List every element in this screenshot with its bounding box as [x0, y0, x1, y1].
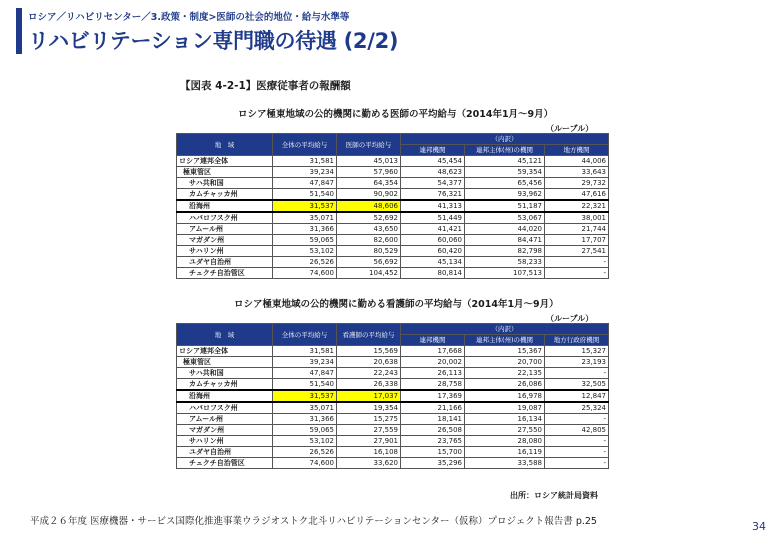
salary-cell: 26,526: [273, 257, 337, 268]
salary-cell: -: [545, 414, 609, 425]
doctor-salary-unit: （ルーブル）: [546, 124, 594, 133]
header-subject: 連邦主体(州)の機関: [465, 335, 545, 346]
salary-cell: 31,537: [273, 390, 337, 402]
table-row: [177, 189, 609, 201]
salary-cell: 26,526: [273, 447, 337, 458]
salary-cell: 33,620: [337, 458, 401, 469]
salary-cell: 93,962: [465, 189, 545, 201]
salary-cell: 84,471: [465, 235, 545, 246]
salary-cell: 58,233: [465, 257, 545, 268]
region-name: サハ共和国: [177, 178, 273, 189]
salary-cell: 76,321: [401, 189, 465, 201]
header-breakdown: （内訳）: [401, 134, 609, 145]
salary-cell: 74,600: [273, 268, 337, 279]
header-overall-average: 全体の平均給与: [273, 134, 337, 156]
doctor-salary-table-title: ロシア極東地域の公的機関に勤める医師の平均給与（2014年1月～9月）: [238, 109, 554, 120]
footer-citation: 平成２６年度 医療機器・サービス国際化推進事業ウラジオストク北斗リハビリテーションセンター（仮称）プロジェクト報告書 p.25: [30, 516, 597, 527]
salary-cell: 16,134: [465, 414, 545, 425]
salary-cell: 56,692: [337, 257, 401, 268]
salary-cell: 53,102: [273, 246, 337, 257]
salary-cell: 15,367: [465, 346, 545, 357]
table-row: [177, 224, 609, 235]
salary-cell: 31,366: [273, 414, 337, 425]
salary-cell: 17,707: [545, 235, 609, 246]
region-name: アムール州: [177, 224, 273, 235]
salary-cell: 18,141: [401, 414, 465, 425]
nurse-salary-unit: （ルーブル）: [546, 314, 594, 323]
salary-cell: 53,067: [465, 212, 545, 224]
region-name: ハバロフスク州: [177, 402, 273, 414]
salary-cell: 33,643: [545, 167, 609, 178]
salary-cell: 27,541: [545, 246, 609, 257]
nurse-salary-table: [176, 323, 609, 469]
salary-cell: 15,327: [545, 346, 609, 357]
salary-cell: 39,234: [273, 167, 337, 178]
title-accent-bar: [16, 8, 22, 54]
region-name: チュクチ自治管区: [177, 268, 273, 279]
salary-cell: 52,692: [337, 212, 401, 224]
salary-cell: 59,065: [273, 235, 337, 246]
region-name: ロシア連邦全体: [177, 156, 273, 167]
region-name: マガダン州: [177, 235, 273, 246]
salary-cell: 35,071: [273, 402, 337, 414]
salary-cell: 31,537: [273, 200, 337, 212]
header-breakdown: （内訳）: [401, 324, 609, 335]
breadcrumb: ロシア／リハビリセンター／3.政策・制度>医師の社会的地位・給与水準等: [28, 12, 350, 23]
region-name: サハリン州: [177, 246, 273, 257]
salary-cell: 17,037: [337, 390, 401, 402]
region-name: 極東管区: [177, 357, 273, 368]
salary-cell: 42,805: [545, 425, 609, 436]
salary-cell: 45,134: [401, 257, 465, 268]
table-row: [177, 402, 609, 414]
table-row: [177, 357, 609, 368]
salary-cell: 26,086: [465, 379, 545, 391]
salary-cell: 51,540: [273, 189, 337, 201]
salary-cell: 44,006: [545, 156, 609, 167]
salary-cell: 15,275: [337, 414, 401, 425]
header-overall-average: 全体の平均給与: [273, 324, 337, 346]
salary-cell: 19,087: [465, 402, 545, 414]
salary-cell: -: [545, 458, 609, 469]
region-name: ハバロフスク州: [177, 212, 273, 224]
salary-cell: 107,513: [465, 268, 545, 279]
salary-cell: 23,765: [401, 436, 465, 447]
salary-cell: 16,978: [465, 390, 545, 402]
page-title: リハビリテーション専門職の待遇 (2/2): [28, 29, 399, 53]
header-profession-average: 看護師の平均給与: [337, 324, 401, 346]
salary-cell: 23,193: [545, 357, 609, 368]
salary-cell: 47,847: [273, 368, 337, 379]
region-name: マガダン州: [177, 425, 273, 436]
salary-cell: -: [545, 368, 609, 379]
doctor-salary-table: [176, 133, 609, 279]
salary-cell: 41,313: [401, 200, 465, 212]
table-row: [177, 167, 609, 178]
salary-cell: 82,600: [337, 235, 401, 246]
salary-cell: 16,108: [337, 447, 401, 458]
header-federal: 連邦機関: [401, 335, 465, 346]
salary-cell: 26,508: [401, 425, 465, 436]
table-row: [177, 368, 609, 379]
region-name: サハ共和国: [177, 368, 273, 379]
salary-cell: 60,060: [401, 235, 465, 246]
table-row: [177, 200, 609, 212]
salary-cell: 57,960: [337, 167, 401, 178]
salary-cell: 32,505: [545, 379, 609, 391]
region-name: ユダヤ自治州: [177, 257, 273, 268]
salary-cell: 21,166: [401, 402, 465, 414]
region-name: 極東管区: [177, 167, 273, 178]
table-row: [177, 178, 609, 189]
salary-cell: 17,668: [401, 346, 465, 357]
salary-cell: 82,798: [465, 246, 545, 257]
salary-cell: 45,013: [337, 156, 401, 167]
salary-cell: 20,638: [337, 357, 401, 368]
salary-cell: 48,606: [337, 200, 401, 212]
salary-cell: 22,135: [465, 368, 545, 379]
salary-cell: 80,814: [401, 268, 465, 279]
salary-cell: 31,366: [273, 224, 337, 235]
salary-cell: 41,421: [401, 224, 465, 235]
table-row: [177, 246, 609, 257]
salary-cell: 35,296: [401, 458, 465, 469]
salary-cell: 26,113: [401, 368, 465, 379]
salary-cell: 25,324: [545, 402, 609, 414]
header-subject: 連邦主体(州)の機関: [465, 145, 545, 156]
salary-cell: -: [545, 257, 609, 268]
salary-cell: 104,452: [337, 268, 401, 279]
salary-cell: 53,102: [273, 436, 337, 447]
region-name: カムチャッカ州: [177, 379, 273, 391]
salary-cell: 51,540: [273, 379, 337, 391]
header-local: 地方機関: [545, 145, 609, 156]
salary-cell: 38,001: [545, 212, 609, 224]
table-row: [177, 425, 609, 436]
table-row: [177, 436, 609, 447]
salary-cell: 15,569: [337, 346, 401, 357]
salary-cell: 20,700: [465, 357, 545, 368]
salary-cell: 51,449: [401, 212, 465, 224]
salary-cell: 43,650: [337, 224, 401, 235]
salary-cell: 59,065: [273, 425, 337, 436]
salary-cell: 45,121: [465, 156, 545, 167]
salary-cell: 44,020: [465, 224, 545, 235]
figure-caption: 【図表 4-2-1】医療従事者の報酬額: [180, 80, 351, 92]
region-name: カムチャッカ州: [177, 189, 273, 201]
region-name: サハリン州: [177, 436, 273, 447]
salary-cell: 28,080: [465, 436, 545, 447]
table-row: [177, 235, 609, 246]
header-region: 地 域: [177, 324, 273, 346]
salary-cell: 90,902: [337, 189, 401, 201]
table-row: [177, 379, 609, 391]
region-name: 沿海州: [177, 390, 273, 402]
nurse-salary-table-title: ロシア極東地域の公的機関に勤める看護師の平均給与（2014年1月～9月）: [234, 299, 559, 310]
header-federal: 連邦機関: [401, 145, 465, 156]
salary-cell: 28,758: [401, 379, 465, 391]
salary-cell: -: [545, 268, 609, 279]
header-local: 地方行政府機関: [545, 335, 609, 346]
table-row: [177, 257, 609, 268]
header-profession-average: 医師の平均給与: [337, 134, 401, 156]
salary-cell: 31,581: [273, 156, 337, 167]
source-note: 出所：ロシア統計局資料: [510, 491, 598, 500]
salary-cell: 17,369: [401, 390, 465, 402]
salary-cell: 29,732: [545, 178, 609, 189]
region-name: ロシア連邦全体: [177, 346, 273, 357]
salary-cell: 48,623: [401, 167, 465, 178]
salary-cell: 33,588: [465, 458, 545, 469]
region-name: チュクチ自治管区: [177, 458, 273, 469]
salary-cell: 64,354: [337, 178, 401, 189]
salary-cell: 21,744: [545, 224, 609, 235]
salary-cell: 47,616: [545, 189, 609, 201]
salary-cell: 20,002: [401, 357, 465, 368]
table-row: [177, 346, 609, 357]
salary-cell: 27,559: [337, 425, 401, 436]
region-name: ユダヤ自治州: [177, 447, 273, 458]
salary-cell: 27,550: [465, 425, 545, 436]
table-row: [177, 390, 609, 402]
salary-cell: 51,187: [465, 200, 545, 212]
salary-cell: 47,847: [273, 178, 337, 189]
salary-cell: 60,420: [401, 246, 465, 257]
salary-cell: 16,119: [465, 447, 545, 458]
salary-cell: -: [545, 447, 609, 458]
salary-cell: 31,581: [273, 346, 337, 357]
page-number: 34: [752, 520, 766, 533]
salary-cell: 15,700: [401, 447, 465, 458]
table-row: [177, 156, 609, 167]
salary-cell: 59,354: [465, 167, 545, 178]
table-row: [177, 447, 609, 458]
table-row: [177, 268, 609, 279]
salary-cell: 39,234: [273, 357, 337, 368]
salary-cell: -: [545, 436, 609, 447]
salary-cell: 12,847: [545, 390, 609, 402]
salary-cell: 80,529: [337, 246, 401, 257]
salary-cell: 26,338: [337, 379, 401, 391]
salary-cell: 45,454: [401, 156, 465, 167]
salary-cell: 74,600: [273, 458, 337, 469]
region-name: 沿海州: [177, 200, 273, 212]
header-region: 地 域: [177, 134, 273, 156]
salary-cell: 35,071: [273, 212, 337, 224]
table-row: [177, 212, 609, 224]
salary-cell: 65,456: [465, 178, 545, 189]
salary-cell: 19,354: [337, 402, 401, 414]
salary-cell: 22,321: [545, 200, 609, 212]
region-name: アムール州: [177, 414, 273, 425]
salary-cell: 27,901: [337, 436, 401, 447]
salary-cell: 54,377: [401, 178, 465, 189]
salary-cell: 22,243: [337, 368, 401, 379]
table-row: [177, 414, 609, 425]
table-row: [177, 458, 609, 469]
